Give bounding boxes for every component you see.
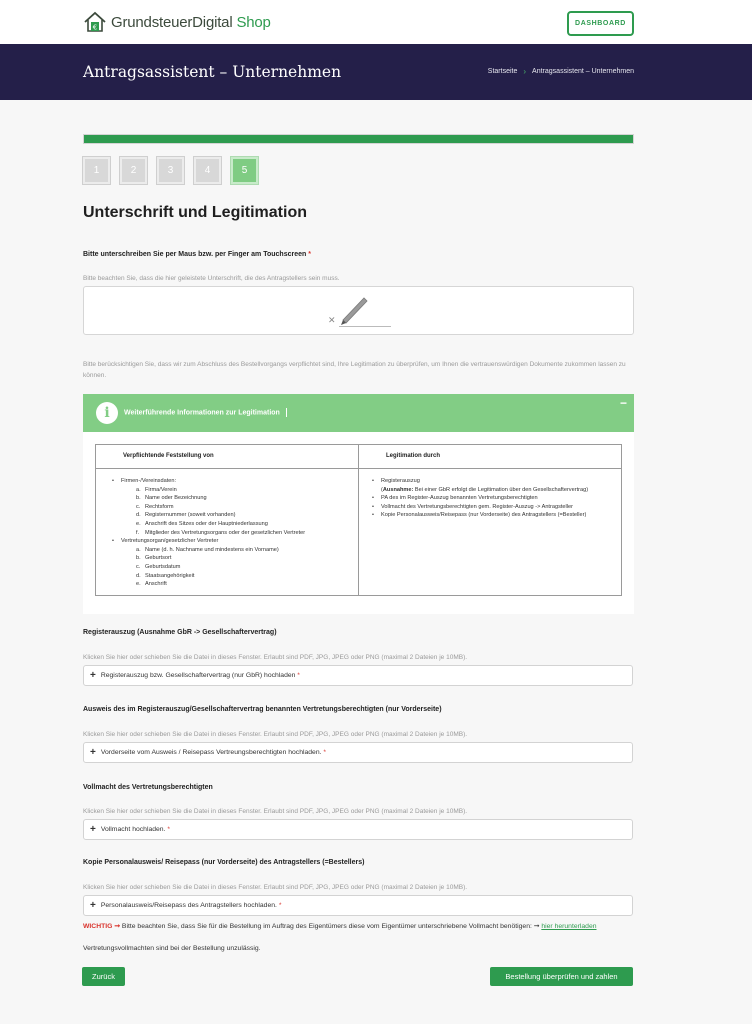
legitimation-hint: Bitte berücksichtigen Sie, dass wir zum Abschluss des Bestellvorgangs verpflichtet sind, Ihre Legitimation zu überprüfen, um Ihnen die vertrauenswürdigen Dokumente zukommen lassen zu können. bbox=[83, 361, 626, 379]
upload-label-ausweis-vertreter: Ausweis des im Registerauszug/Gesellschaftervertrag benannten Vertretungsberechtigten (nur Vorderseite) bbox=[83, 706, 442, 713]
step-indicator bbox=[83, 157, 268, 184]
important-label: WICHTIG ➞ bbox=[83, 923, 121, 930]
breadcrumb bbox=[488, 67, 634, 76]
table-cell-feststellung bbox=[111, 477, 356, 589]
list-item: a. Name (d. h. Nachname und mindestens ein Vorname) bbox=[136, 546, 279, 553]
breadcrumb-current: Antragsassistent – Unternehmen bbox=[532, 68, 634, 75]
upload-label-vollmacht: Vollmacht des Vertretungsberechtigten bbox=[83, 784, 213, 791]
list-item: a. Firma/Verein bbox=[136, 486, 177, 493]
signature-line bbox=[339, 326, 391, 327]
step-2[interactable]: 2 bbox=[120, 157, 147, 184]
upload-label-registerauszug: Registerauszug (Ausnahme GbR -> Gesellschaftervertrag) bbox=[83, 629, 277, 636]
signature-pad[interactable] bbox=[83, 286, 634, 335]
breadcrumb-home-link[interactable]: Startseite bbox=[487, 68, 518, 75]
section-title: Unterschrift und Legitimation bbox=[83, 204, 307, 221]
upload-field-ausweis-vertreter[interactable]: + Vorderseite vom Ausweis / Reisepass Vertreungsberechtigten hochladen. * bbox=[83, 742, 633, 763]
signature-label: Bitte unterschreiben Sie per Maus bzw. per Finger am Touchscreen * bbox=[83, 251, 311, 258]
progress-bar bbox=[83, 134, 634, 144]
upload-field-registerauszug[interactable]: + Registerauszug bzw. Gesellschaftervertrag (nur GbR) hochladen * bbox=[83, 665, 633, 686]
list-item: • Firmen-/Vereinsdaten: a. Firma/Verein b. Name oder Bezeichnung c. Rechtsform d. Registernummer (soweit vorhanden) e. Anschrift des Sitzes oder der Hauptniederlassung f. Mitglieder des Vertretungsorgans oder der gesetzlichen Vertreter bbox=[111, 477, 356, 537]
legitimation-table bbox=[95, 444, 622, 596]
upload-hint: Klicken Sie hier oder schieben Sie die Datei in dieses Fenster. Erlaubt sind PDF, JPG, JPEG oder PNG (maximal 2 Dateien je 10MB). bbox=[83, 731, 468, 738]
legitimation-info-header[interactable] bbox=[83, 394, 634, 432]
dashboard-button[interactable]: DASHBOARD bbox=[567, 11, 634, 36]
upload-field-personalausweis[interactable]: + Personalausweis/Reisepass des Antragstellers hochladen. * bbox=[83, 895, 633, 916]
chevron-right-icon: › bbox=[523, 67, 527, 76]
list-item: • Kopie Personalausweis/Reisepass (nur Vorderseite) des Antragstellers (=Besteller) bbox=[371, 511, 619, 520]
table-header-feststellung: Verpflichtende Feststellung von bbox=[96, 445, 359, 469]
progress-fill bbox=[84, 135, 633, 143]
list-item: c. Geburtsdatum bbox=[136, 563, 181, 570]
list-item: • Registerauszug (Ausnahme: Bei einer GbR erfolgt die Legitimation über den Gesellschaftervertrag) bbox=[371, 477, 619, 494]
step-1[interactable]: 1 bbox=[83, 157, 110, 184]
plus-icon: + bbox=[90, 823, 96, 835]
top-navigation bbox=[0, 0, 752, 44]
signature-hint: Bitte beachten Sie, dass die hier geleistete Unterschrift, die des Antragstellers sein muss. bbox=[83, 275, 340, 282]
site-logo[interactable] bbox=[83, 10, 271, 34]
logo-text: GrundsteuerDigital Shop bbox=[111, 13, 271, 31]
page-hero bbox=[0, 44, 752, 100]
review-and-pay-button[interactable]: Bestellung überprüfen und zahlen bbox=[490, 967, 633, 986]
list-item: b. Name oder Bezeichnung bbox=[136, 495, 207, 502]
upload-field-vollmacht[interactable]: + Vollmacht hochladen. * bbox=[83, 819, 633, 840]
clear-signature-icon[interactable]: ✕ bbox=[328, 315, 336, 325]
upload-hint: Klicken Sie hier oder schieben Sie die Datei in dieses Fenster. Erlaubt sind PDF, JPG, JPEG oder PNG (maximal 2 Dateien je 10MB). bbox=[83, 808, 468, 815]
list-item: c. Rechtsform bbox=[136, 503, 174, 510]
list-item: • Vollmacht des Vertretungsberechtigten gem. Register-Auszug -> Antragsteller bbox=[371, 503, 619, 512]
legitimation-info-panel bbox=[83, 394, 634, 614]
table-divider bbox=[358, 445, 359, 595]
pen-icon bbox=[337, 292, 371, 326]
step-3[interactable]: 3 bbox=[157, 157, 184, 184]
list-item: e. Anschrift des Sitzes oder der Hauptniederlassung bbox=[136, 520, 268, 527]
legitimation-info-title: Weiterführende Informationen zur Legitimation bbox=[124, 408, 287, 417]
list-item: • Vertretungsorgan/gesetzlicher Vertreter a. Name (d. h. Nachname und mindestens ein Vorname) b. Geburtsort c. Geburtsdatum d. Staatsangehörigkeit e. Anschrift bbox=[111, 537, 356, 589]
svg-text:€: € bbox=[92, 23, 98, 32]
plus-icon: + bbox=[90, 746, 96, 758]
plus-icon: + bbox=[90, 669, 96, 681]
upload-label-personalausweis: Kopie Personalausweis/ Reisepass (nur Vorderseite) des Antragstellers (=Bestellers) bbox=[83, 859, 365, 866]
step-4[interactable]: 4 bbox=[194, 157, 221, 184]
upload-field-label: Vorderseite vom Ausweis / Reisepass Vertreungsberechtigten hochladen. bbox=[100, 749, 322, 756]
info-icon: i bbox=[96, 402, 118, 424]
table-cell-legitimation bbox=[371, 477, 619, 520]
list-item: d. Staatsangehörigkeit bbox=[136, 572, 195, 579]
plus-icon: + bbox=[90, 899, 96, 911]
upload-hint: Klicken Sie hier oder schieben Sie die Datei in dieses Fenster. Erlaubt sind PDF, JPG, JPEG oder PNG (maximal 2 Dateien je 10MB). bbox=[83, 654, 468, 661]
list-item: b. Geburtsort bbox=[136, 555, 172, 562]
back-button[interactable]: Zurück bbox=[82, 967, 125, 986]
table-header-legitimation: Legitimation durch bbox=[359, 445, 621, 469]
list-item: d. Registernummer (soweit vorhanden) bbox=[136, 512, 236, 519]
collapse-icon[interactable]: − bbox=[619, 396, 627, 410]
vollmacht-notice-line2: Vertretungsvollmachten sind bei der Bestellung unzulässig. bbox=[83, 945, 261, 952]
list-item: e. Anschrift bbox=[136, 581, 167, 588]
list-item: f. Mitglieder des Vertretungsorgans oder der gesetzlichen Vertreter bbox=[136, 529, 306, 536]
list-item: • PA des im Register-Auszug benannten Vertretungsberechtigten bbox=[371, 494, 619, 503]
upload-field-label: Registerauszug bzw. Gesellschaftervertrag (nur GbR) hochladen bbox=[100, 672, 296, 679]
vollmacht-download-link[interactable]: hier herunterladen bbox=[541, 923, 597, 930]
upload-field-label: Vollmacht hochladen. bbox=[100, 826, 166, 833]
house-euro-icon bbox=[83, 10, 107, 34]
upload-field-label: Personalausweis/Reisepass des Antragstellers hochladen. bbox=[100, 902, 277, 909]
step-5[interactable]: 5 bbox=[231, 157, 258, 184]
vollmacht-notice: WICHTIG ➞ Bitte beachten Sie, dass Sie für die Bestellung im Auftrag des Eigentümers diese vom Eigentümer unterschriebene Vollmacht benötigen: ➞ hier herunterladen bbox=[83, 923, 597, 930]
upload-hint: Klicken Sie hier oder schieben Sie die Datei in dieses Fenster. Erlaubt sind PDF, JPG, JPEG oder PNG (maximal 2 Dateien je 10MB). bbox=[83, 884, 468, 891]
page-title: Antragsassistent – Unternehmen bbox=[83, 63, 342, 81]
